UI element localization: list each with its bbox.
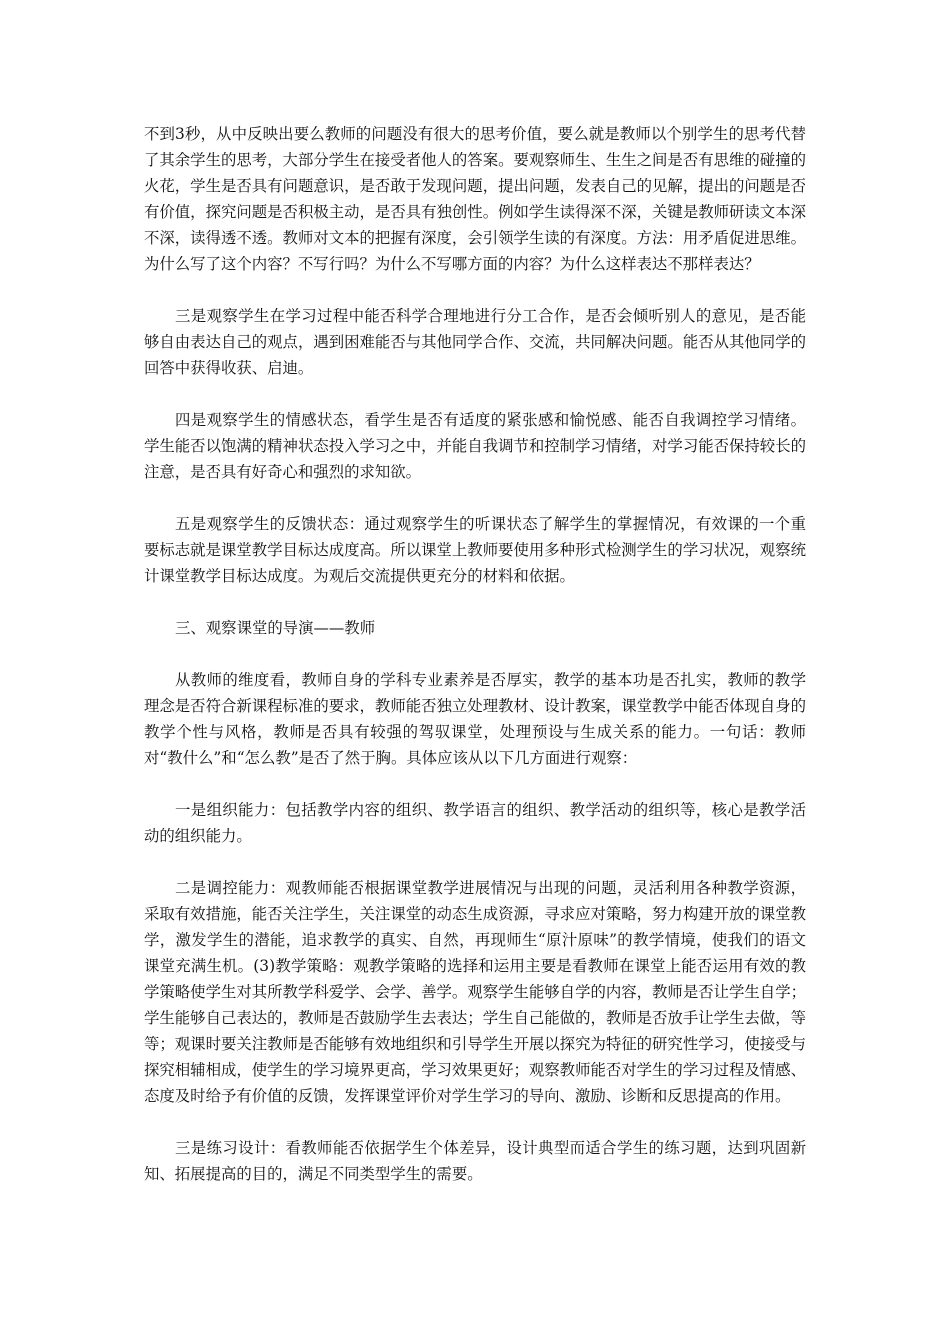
section-heading-teacher: 三、观察课堂的导演——教师 [175, 619, 376, 637]
paragraph-student-thinking: 不到3秒，从中反映出要么教师的问题没有很大的思考价值，要么就是教师以个别学生的思考代替了其余学生的思考，大部分学生在接受者他人的答案。要观察师生、生生之间是否有思维的碰撞的火花，学生是否具有问题意识，是否敢于发现问题，提出问题，发表自己的见解，提出的问题是否有价值，探究问题是否积极主动，是否具有独创性。例如学生读得深不深，关键是教师研读文本深不深，读得透不透。教师对文本的把握有深度，会引领学生读的有深度。方法：用矛盾促进思维。为什么写了这个内容？不写行吗？为什么不写哪方面的内容？为什么这样表达不那样表达？ [144, 125, 806, 273]
paragraph-feedback-state: 五是观察学生的反馈状态：通过观察学生的听课状态了解学生的掌握情况，有效课的一个重要标志就是课堂教学目标达成度高。所以课堂上教师要使用多种形式检测学生的学习状况，观察统计课堂教学目标达成度。为观后交流提供更充分的材料和依据。 [144, 515, 806, 585]
paragraph-emotional-state: 四是观察学生的情感状态，看学生是否有适度的紧张感和愉悦感、能否自我调控学习情绪。学生能否以饱满的精神状态投入学习之中，并能自我调节和控制学习情绪，对学习能否保持较长的注意，是否具有好奇心和强烈的求知欲。 [144, 411, 806, 481]
paragraph-teacher-dimension: 从教师的维度看，教师自身的学科专业素养是否厚实，教学的基本功是否扎实，教师的教学理念是否符合新课程标准的要求，教师能否独立处理教材、设计教案，课堂教学中能否体现自身的教学个性与风格，教师是否具有较强的驾驭课堂，处理预设与生成关系的能力。一句话：教师对“教什么”和“怎么教”是否了然于胸。具体应该从以下几方面进行观察： [144, 671, 806, 767]
document-page [144, 121, 806, 1213]
paragraph-organization-ability: 一是组织能力：包括教学内容的组织、教学语言的组织、教学活动的组织等，核心是教学活动的组织能力。 [144, 801, 806, 845]
paragraph-exercise-design: 三是练习设计：看教师能否依据学生个体差异，设计典型而适合学生的练习题，达到巩固新知、拓展提高的目的，满足不同类型学生的需要。 [144, 1139, 806, 1183]
paragraph-control-ability: 二是调控能力：观教师能否根据课堂教学进展情况与出现的问题，灵活利用各种教学资源，采取有效措施，能否关注学生，关注课堂的动态生成资源，寻求应对策略，努力构建开放的课堂教学，激发学生的潜能，追求教学的真实、自然，再现师生“原汁原味”的教学情境，使我们的语文课堂充满生机。(3)教学策略：观教学策略的选择和运用主要是看教师在课堂上能否运用有效的教学策略使学生对其所教学科爱学、会学、善学。观察学生能够自学的内容，教师是否让学生自学；学生能够自己表达的，教师是否鼓励学生去表达；学生自己能做的，教师是否放手让学生去做，等等；观课时要关注教师是否能够有效地组织和引导学生开展以探究为特征的研究性学习，使接受与探究相辅相成，使学生的学习境界更高，学习效果更好；观察教师能否对学生的学习过程及情感、态度及时给予有价值的反馈，发挥课堂评价对学生学习的导向、激励、诊断和反思提高的作用。 [144, 879, 806, 1105]
paragraph-cooperation: 三是观察学生在学习过程中能否科学合理地进行分工合作，是否会倾听别人的意见，是否能够自由表达自己的观点，遇到困难能否与其他同学合作、交流，共同解决问题。能否从其他同学的回答中获得收获、启迪。 [144, 307, 806, 377]
